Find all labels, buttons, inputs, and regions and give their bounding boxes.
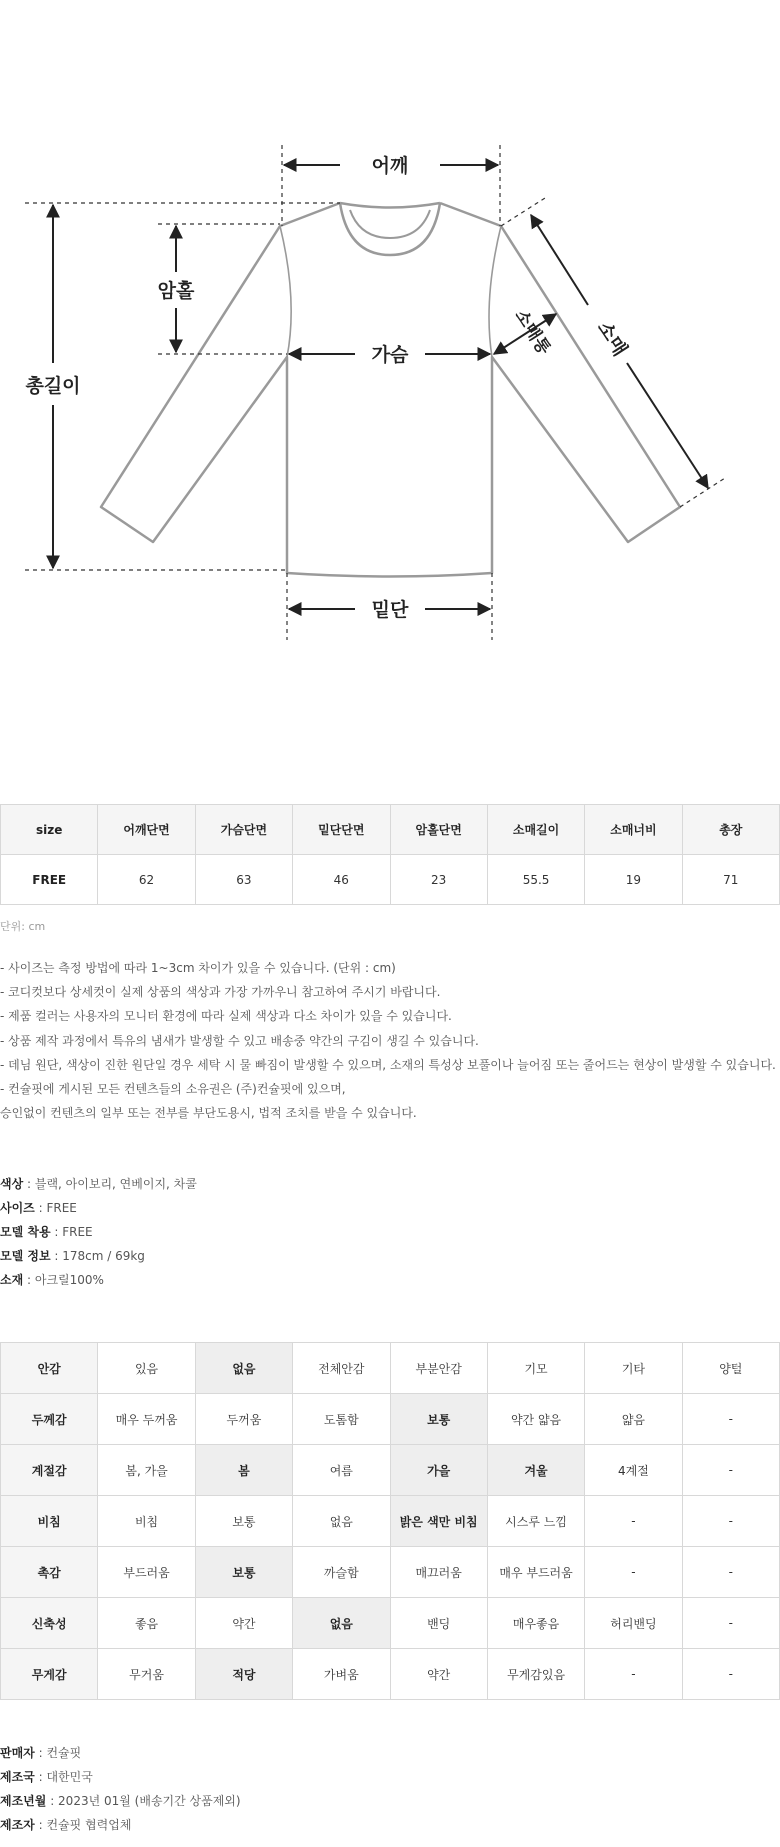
fabric-option: - xyxy=(682,1598,779,1649)
fabric-option: 기타 xyxy=(585,1343,682,1394)
fabric-option: 기모 xyxy=(487,1343,584,1394)
fabric-option: - xyxy=(682,1547,779,1598)
fabric-option: 매우 부드러움 xyxy=(487,1547,584,1598)
size-header: 소매길이 xyxy=(487,805,584,855)
fabric-row-label: 촉감 xyxy=(1,1547,98,1598)
info-material: 소재 : 아크릴100% xyxy=(0,1273,104,1287)
fabric-option: - xyxy=(682,1394,779,1445)
fabric-option: 부드러움 xyxy=(98,1547,195,1598)
fabric-option: - xyxy=(682,1445,779,1496)
fabric-option: 매우 두꺼움 xyxy=(98,1394,195,1445)
label-total-length: 총길이 xyxy=(25,375,81,397)
fabric-row xyxy=(1,1649,780,1700)
fabric-option: 밴딩 xyxy=(390,1598,487,1649)
sleeve-arrow-bottom xyxy=(627,363,708,488)
fabric-row-label: 비침 xyxy=(1,1496,98,1547)
notice-list xyxy=(0,956,776,1125)
info-manufacturer: 제조자 : 컨슐핏 협력업체 xyxy=(0,1818,132,1832)
fabric-option: 없음 xyxy=(293,1598,390,1649)
fabric-option: 시스루 느낌 xyxy=(487,1496,584,1547)
fabric-option: 무거움 xyxy=(98,1649,195,1700)
fabric-option: 없음 xyxy=(195,1343,292,1394)
fabric-option: 비침 xyxy=(98,1496,195,1547)
fabric-option: 여름 xyxy=(293,1445,390,1496)
info-seller: 판매자 : 컨슐핏 xyxy=(0,1746,82,1760)
sweater-outline xyxy=(101,203,680,577)
size-header: 밑단단면 xyxy=(293,805,390,855)
fabric-option: 까슬함 xyxy=(293,1547,390,1598)
unit-note: 단위: cm xyxy=(0,920,46,933)
size-table xyxy=(0,804,780,905)
fabric-row xyxy=(1,1343,780,1394)
fabric-option: 약간 xyxy=(195,1598,292,1649)
fabric-option: 보통 xyxy=(195,1496,292,1547)
size-measurement-diagram xyxy=(0,0,780,760)
size-cell: 46 xyxy=(293,855,390,905)
measure-labels xyxy=(25,154,632,621)
fabric-option: 부분안감 xyxy=(390,1343,487,1394)
notice-item: - 데님 원단, 색상이 진한 원단일 경우 세탁 시 물 빠짐이 발생할 수 있으며, 소재의 특성상 보풀이나 늘어짐 또는 줄어드는 현상이 발생할 수 있습니다. xyxy=(0,1057,776,1072)
notice-item: - 사이즈는 측정 방법에 따라 1~3cm 차이가 있을 수 있습니다. (단위 : cm) xyxy=(0,961,396,975)
fabric-row-label: 계절감 xyxy=(1,1445,98,1496)
label-sleeve: 소매 xyxy=(592,317,632,361)
fabric-option: 약간 xyxy=(390,1649,487,1700)
guide-lines xyxy=(25,145,725,640)
fabric-option: 봄 xyxy=(195,1445,292,1496)
fabric-option: 전체안감 xyxy=(293,1343,390,1394)
fabric-row-label: 두께감 xyxy=(1,1394,98,1445)
fabric-row xyxy=(1,1496,780,1547)
notice-item: 승인없이 컨텐츠의 일부 또는 전부를 부단도용시, 법적 조치를 받을 수 있습니다. xyxy=(0,1106,417,1121)
info-manufacture-date: 제조년월 : 2023년 01월 (배송기간 상품제외) xyxy=(0,1794,241,1808)
fabric-option: 두꺼움 xyxy=(195,1394,292,1445)
fabric-row-label: 신축성 xyxy=(1,1598,98,1649)
label-chest: 가슴 xyxy=(371,344,409,366)
size-cell: FREE xyxy=(1,855,98,905)
info-color: 색상 : 블랙, 아이보리, 연베이지, 차콜 xyxy=(0,1177,197,1191)
size-cell: 23 xyxy=(390,855,487,905)
notice-item: - 컨슐핏에 게시된 모든 컨텐츠들의 소유권은 (주)컨슐핏에 있으며, xyxy=(0,1082,346,1097)
fabric-option: - xyxy=(682,1649,779,1700)
size-header: 가슴단면 xyxy=(195,805,292,855)
info-model-fit: 모델 착용 : FREE xyxy=(0,1225,93,1239)
fabric-option: 매끄러움 xyxy=(390,1547,487,1598)
size-header: 총장 xyxy=(682,805,779,855)
fabric-option: 밝은 색만 비침 xyxy=(390,1496,487,1547)
info-model-spec: 모델 정보 : 178cm / 69kg xyxy=(0,1249,145,1263)
size-cell: 55.5 xyxy=(487,855,584,905)
fabric-option: 양털 xyxy=(682,1343,779,1394)
label-armhole: 암홀 xyxy=(157,280,195,302)
fabric-option: 약간 얇음 xyxy=(487,1394,584,1445)
label-hem: 밑단 xyxy=(371,599,409,621)
label-shoulder: 어깨 xyxy=(371,155,409,177)
fabric-option: 무게감있음 xyxy=(487,1649,584,1700)
fabric-property-table xyxy=(0,1342,780,1700)
notice-item: - 제품 컬러는 사용자의 모니터 환경에 따라 실제 색상과 다소 차이가 있을 수 있습니다. xyxy=(0,1009,452,1024)
fabric-option: 보통 xyxy=(390,1394,487,1445)
fabric-option: - xyxy=(585,1649,682,1700)
label-sleeve-width: 소매통 xyxy=(510,306,555,359)
fabric-option: - xyxy=(585,1547,682,1598)
seller-info xyxy=(0,1741,241,1837)
size-table-row xyxy=(1,855,780,905)
fabric-option: 봄, 가을 xyxy=(98,1445,195,1496)
size-header: size xyxy=(1,805,98,855)
fabric-option: 적당 xyxy=(195,1649,292,1700)
size-header: 소매너비 xyxy=(585,805,682,855)
size-header: 어깨단면 xyxy=(98,805,195,855)
size-table-header-row xyxy=(1,805,780,855)
measure-arrows xyxy=(53,165,708,609)
fabric-row xyxy=(1,1445,780,1496)
fabric-row-label: 무게감 xyxy=(1,1649,98,1700)
fabric-row xyxy=(1,1547,780,1598)
fabric-option: - xyxy=(585,1496,682,1547)
sleeve-arrow-top xyxy=(531,215,588,305)
product-info xyxy=(0,1172,197,1292)
fabric-option: - xyxy=(682,1496,779,1547)
fabric-option: 보통 xyxy=(195,1547,292,1598)
size-cell: 71 xyxy=(682,855,779,905)
fabric-option: 가을 xyxy=(390,1445,487,1496)
notice-item: - 상품 제작 과정에서 특유의 냄새가 발생할 수 있고 배송중 약간의 구김이 생길 수 있습니다. xyxy=(0,1033,479,1048)
fabric-option: 좋음 xyxy=(98,1598,195,1649)
fabric-option: 가벼움 xyxy=(293,1649,390,1700)
fabric-row-label: 안감 xyxy=(1,1343,98,1394)
info-size: 사이즈 : FREE xyxy=(0,1201,77,1215)
size-cell: 62 xyxy=(98,855,195,905)
notice-item: - 코디컷보다 상세컷이 실제 상품의 색상과 가장 가까우니 참고하여 주시기 바랍니다. xyxy=(0,985,441,1000)
fabric-option: 매우좋음 xyxy=(487,1598,584,1649)
fabric-option: 얇음 xyxy=(585,1394,682,1445)
fabric-option: 있음 xyxy=(98,1343,195,1394)
fabric-option: 없음 xyxy=(293,1496,390,1547)
size-header: 암홀단면 xyxy=(390,805,487,855)
size-cell: 63 xyxy=(195,855,292,905)
size-cell: 19 xyxy=(585,855,682,905)
fabric-row xyxy=(1,1598,780,1649)
fabric-option: 겨울 xyxy=(487,1445,584,1496)
fabric-option: 도톰함 xyxy=(293,1394,390,1445)
info-country: 제조국 : 대한민국 xyxy=(0,1770,93,1784)
fabric-option: 허리밴딩 xyxy=(585,1598,682,1649)
fabric-option: 4계절 xyxy=(585,1445,682,1496)
fabric-row xyxy=(1,1394,780,1445)
